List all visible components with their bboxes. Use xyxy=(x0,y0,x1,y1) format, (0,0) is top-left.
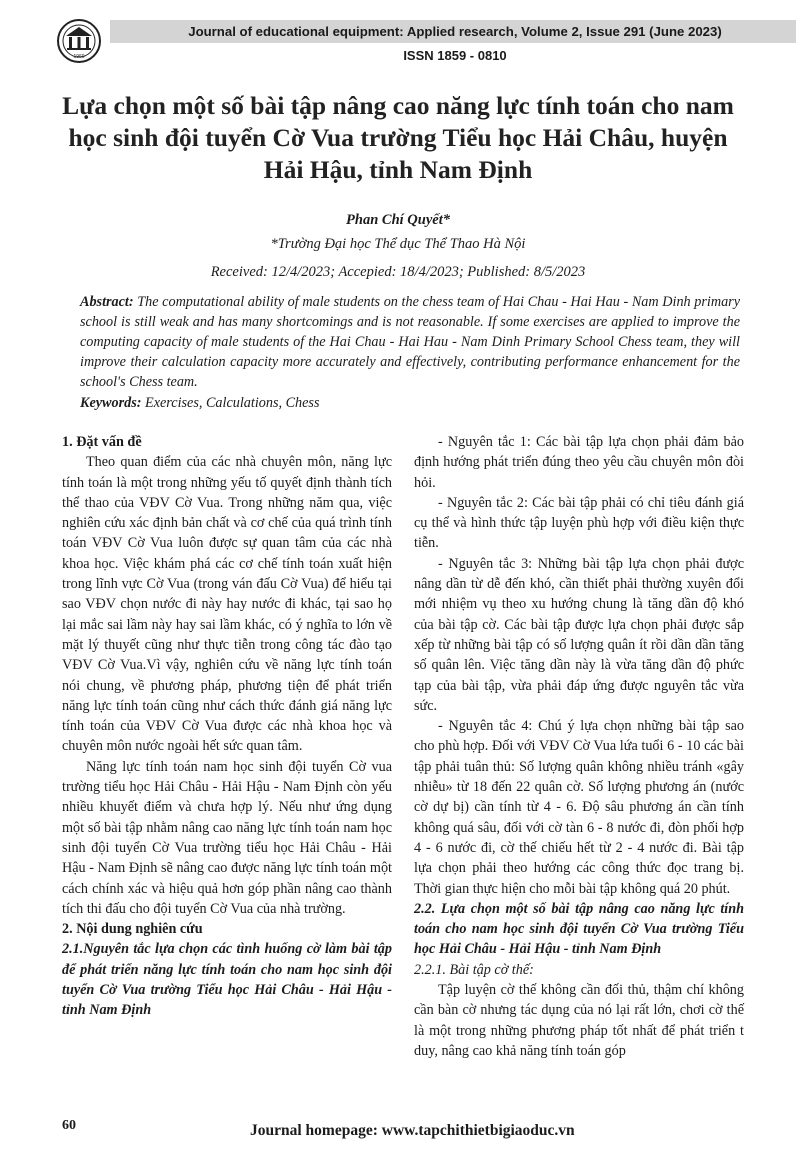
abstract-text: The computational ability of male students on the chess team of Hai Chau - Hai Hau - Nam Dinh primary school is still weak and has many shortcomings and is not reasonable. If some exercises are applied to improve the computing capacity of male students of the Hai Chau - Hai Hau - Nam Dinh Primary School Chess team, they will improve their calculation capacity more accurately and effectively, contributing performance enhancement for the school's Chess team. xyxy=(80,294,740,390)
paragraph: Theo quan điểm của các nhà chuyên môn, năng lực tính toán là một trong những yếu tố quyết định thành tích thể thao của VĐV Cờ Vua. Trong những năm qua, việc nghiên cứu xác định bản chất và cơ chế của quá trình tính toán VĐV Cờ Vua luôn được sự quan tâm của các nhà khoa học. Việc khám phá các cơ chế tính toán xuất hiện trong lĩnh vực Cờ Vua (trong ván đấu Cờ Vua) để hiểu tại sao VĐV chọn nước đi này hay nước đi khác, tại sao họ lại mắc sai lầm này hay sai lầm khác, có ý nghĩa to lớn về mặt lý thuyết cũng như thực tiễn trong công tác đào tạo VĐV Cờ Vua.Vì vậy, nghiên cứu về năng lực tính toán nói chung, về phương pháp, phương tiện để phát triển năng lực tính toán cũng như cách thức đánh giá năng lực tính toán của VĐV Cờ Vua được các nhà khoa học và chuyên môn nước ngoài hết sức quan tâm. xyxy=(62,454,392,755)
paragraph: - Nguyên tắc 2: Các bài tập phải có chỉ tiêu đánh giá cụ thể và hình thức tập luyện phù hợp với điều kiện thực tiễn. xyxy=(414,494,744,552)
issn: ISSN 1859 - 0810 xyxy=(403,48,507,63)
journal-homepage: Journal homepage: www.tapchithietbigiaoduc.vn xyxy=(250,1122,575,1139)
right-column xyxy=(414,432,744,1061)
subsection-heading-2-2: 2.2. Lựa chọn một số bài tập nâng cao năng lực tính toán cho nam học sinh đội tuyển Cờ Vua trường Tiểu học Hải Châu - Hải Hậu - tỉnh Nam Định xyxy=(414,900,744,958)
abstract-label: Abstract: xyxy=(80,294,134,310)
paragraph: Tập luyện cờ thế không cần đối thủ, thậm chí không cần bàn cờ nhưng tác dụng của nó lại rất lớn, chơi cờ thế là một trong những phương pháp tốt nhất để phát triển t duy, nâng cao khả năng tính toán góp xyxy=(414,982,744,1059)
journal-citation: Journal of educational equipment: Applied research, Volume 2, Issue 291 (June 2023) xyxy=(110,20,796,43)
logo-year: 1960 xyxy=(73,54,85,60)
section-heading-1: 1. Đặt vấn đề xyxy=(62,434,142,450)
abstract xyxy=(80,292,740,392)
paragraph: - Nguyên tắc 4: Chú ý lựa chọn những bài tập sao cho phù hợp. Đối với VĐV Cờ Vua lứa tuổi 6 - 10 các bài tập phải tuân thủ: Số lượng quân không nhiều tránh «gây nhiễu» từ 18 đến 22 quân cờ. Số lượng phương án (nước cờ dự bị) cần tính từ 4 - 6. Độ sâu phương án cần tính không quá sâu, đối với cờ tàn 6 - 8 nước đi, đòn phối hợp 4 - 6 nước đi, cờ thế chiếu hết từ 2 - 4 nước đi. Bài tập lựa chọn phải theo hướng các công thức đọc trang bị. Thời gian thực hiện cho mỗi bài tập không quá 20 phút. xyxy=(414,718,744,897)
paragraph: Năng lực tính toán nam học sinh đội tuyển Cờ vua trường tiểu học Hải Châu - Hải Hậu - Nam Định còn yếu nhiều khuyết điểm và chưa hợp lý. Nếu như ứng dụng một số bài tập nhằm nâng cao năng lực tính toán nam học sinh đội tuyển Cờ Vua trường tiểu học Hải Châu - Hải Hậu - Nam Định sẽ nâng cao được năng lực tính toán một cách chính xác và hiệu quả hơn góp phần nâng cao thành tích thi đấu cho đội tuyển Cờ Vua của nhà trường. xyxy=(62,758,392,917)
publication-dates: Received: 12/4/2023; Accepied: 18/4/2023; Published: 8/5/2023 xyxy=(210,264,586,280)
left-column xyxy=(62,432,392,1021)
journal-header xyxy=(52,18,764,76)
journal-logo-icon xyxy=(56,18,102,64)
subsection-heading-2-2-1: 2.2.1. Bài tập cờ thế: xyxy=(414,961,534,978)
subsection-heading-2-1: 2.1.Nguyên tắc lựa chọn các tình huống cờ làm bài tập để phát triển năng lực tính toán cho nam học sinh đội tuyển Cờ Vua trường Tiểu học Hải Châu - Hải Hậu - tỉnh Nam Định xyxy=(62,941,392,1019)
author-affiliation: *Trường Đại học Thể dục Thể Thao Hà Nội xyxy=(270,236,526,252)
section-heading-2: 2. Nội dung nghiên cứu xyxy=(62,921,203,938)
page-number: 60 xyxy=(62,1118,76,1133)
paragraph: - Nguyên tắc 3: Những bài tập lựa chọn phải được nâng dần từ dễ đến khó, cần thiết phải thường xuyên đổi mới nhiệm vụ theo xu hướng chung là tăng dần độ khó của bài tập cờ. Các bài tập được lựa chọn phải được sắp xếp từ những bài tập có số lượng quân ít rồi dần dần tăng số quân lên. Việc tăng dần này là vừa tăng dần độ phức tạp của bài tập, vừa phải đáp ứng được nguyên tắc vừa sức. xyxy=(414,555,744,714)
keywords xyxy=(80,395,740,412)
author-name: Phan Chí Quyết* xyxy=(346,212,450,228)
keywords-label: Keywords: xyxy=(80,395,142,411)
keywords-text: Exercises, Calculations, Chess xyxy=(141,395,320,411)
paragraph: - Nguyên tắc 1: Các bài tập lựa chọn phải đảm bảo định hướng phát triển đúng theo yêu cầu chuyên môn đòi hỏi. xyxy=(414,434,744,491)
article-title: Lựa chọn một số bài tập nâng cao năng lực tính toán cho nam học sinh đội tuyển Cờ Vua trường Tiểu học Hải Châu, huyện Hải Hậu, tỉnh Nam Định xyxy=(62,91,734,184)
